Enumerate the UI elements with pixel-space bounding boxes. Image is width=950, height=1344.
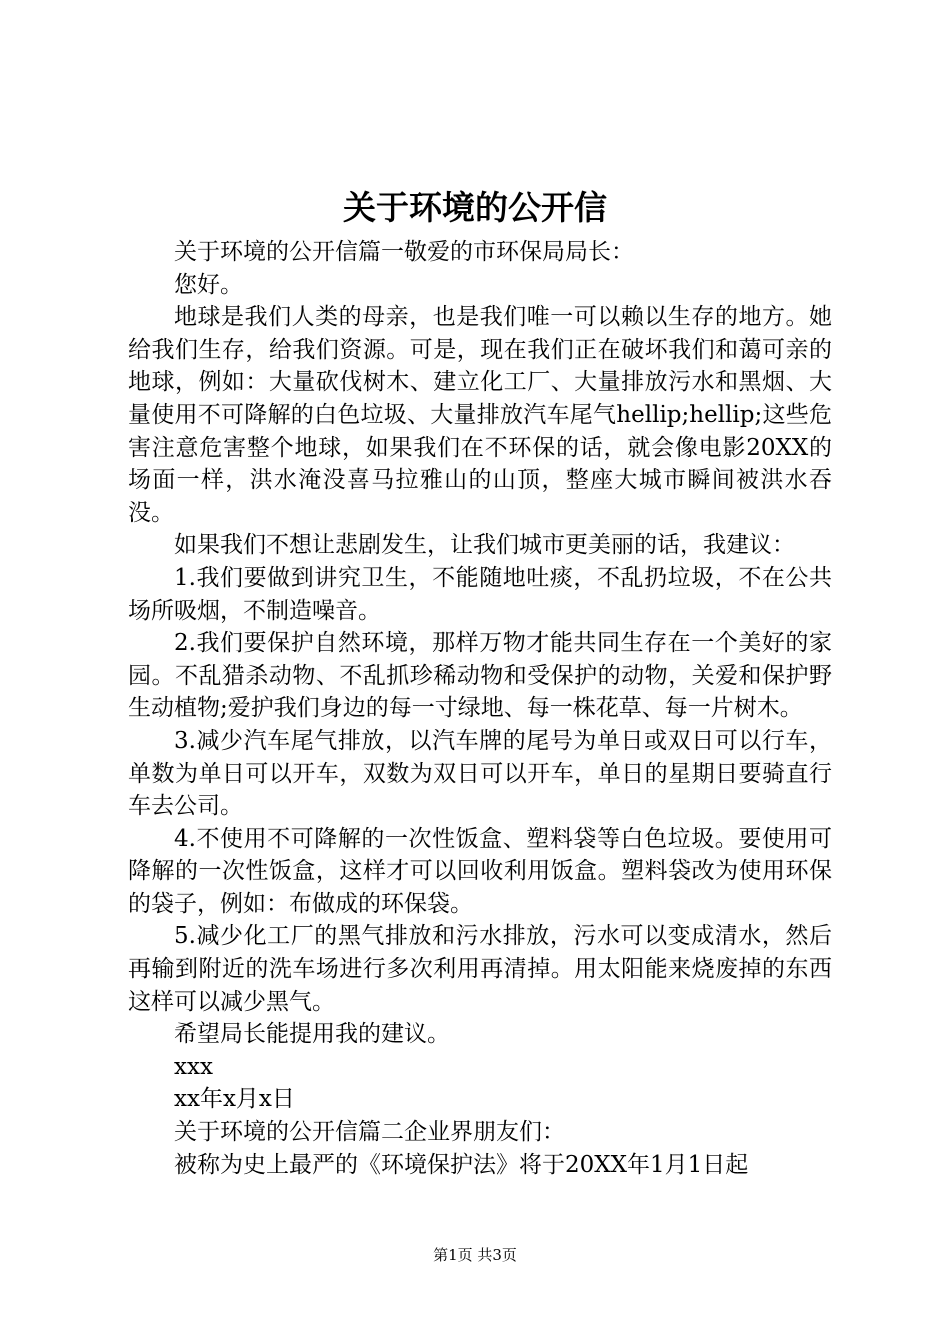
date-line: xx年x月x日 — [174, 1086, 295, 1113]
paragraph: 关于环境的公开信篇一敬爱的市环保局局长： — [174, 239, 634, 265]
document-title: 关于环境的公开信 — [343, 188, 607, 227]
paragraph: 3.减少汽车尾气排放，以汽车牌的尾号为单日或双日可以行车，单数为单日可以开车，双数为双日可以开车，单日的星期日要骑直行车去公司。 — [128, 727, 832, 820]
signature: xxx — [174, 1053, 213, 1080]
paragraph: 4.不使用不可降解的一次性饭盒、塑料袋等白色垃圾。要使用可降解的一次性饭盒，这样才可以回收利用饭盒。塑料袋改为使用环保的袋子，例如：布做成的环保袋。 — [128, 825, 832, 917]
document-body — [128, 236, 832, 1181]
paragraph: 2.我们要保护自然环境，那样万物才能共同生存在一个美好的家园。不乱猎杀动物、不乱抓珍稀动物和受保护的动物，关爱和保护野生动植物;爱护我们身边的每一寸绿地、每一株花草、每一片树木。 — [128, 630, 832, 722]
paragraph: 如果我们不想让悲剧发生，让我们城市更美丽的话，我建议： — [174, 532, 795, 559]
paragraph: 5.减少化工厂的黑气排放和污水排放，污水可以变成清水，然后再输到附近的洗车场进行多次利用再清掉。用太阳能来烧废掉的东西这样可以减少黑气。 — [128, 923, 832, 1015]
paragraph: 被称为史上最严的《环境保护法》将于20XX年1月1日起 — [174, 1151, 749, 1178]
paragraph: 您好。 — [174, 271, 243, 298]
paragraph: 地球是我们人类的母亲，也是我们唯一可以赖以生存的地方。她给我们生存，给我们资源。可是，现在我们正在破坏我们和蔼可亲的地球，例如：大量砍伐树木、建立化工厂、大量排放污水和黑烟、大量使用不可降解的白色垃圾、大量排放汽车尾气hellip;hellip;这些危害注意危害整个地球，如果我们在不环保的话，就会像电影20XX的场面一样，洪水淹没喜马拉雅山的山顶，整座大城市瞬间被洪水吞没。 — [128, 304, 832, 526]
paragraph: 关于环境的公开信篇二企业界朋友们： — [174, 1119, 565, 1146]
paragraph: 希望局长能提用我的建议。 — [174, 1021, 450, 1048]
paragraph: 1.我们要做到讲究卫生，不能随地吐痰，不乱扔垃圾，不在公共场所吸烟，不制造噪音。 — [128, 564, 832, 624]
page-footer: 第1页 共3页 — [433, 1246, 517, 1264]
